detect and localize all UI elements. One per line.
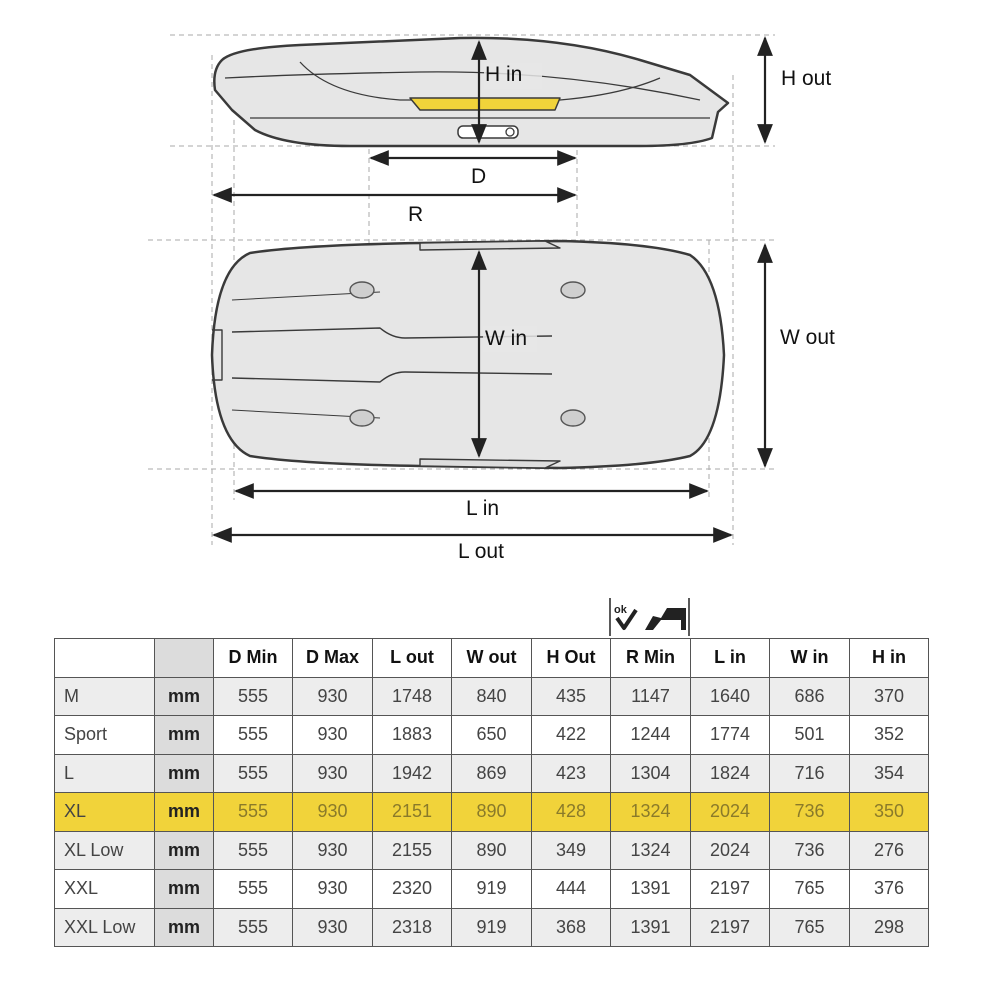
- header-cell: R Min: [611, 639, 691, 678]
- specs-table-body: [55, 677, 929, 947]
- value-cell: 1324: [611, 831, 691, 870]
- value-cell: 1304: [611, 754, 691, 793]
- value-cell: 1244: [611, 716, 691, 755]
- table-row: [55, 870, 929, 909]
- header-row: [55, 639, 929, 678]
- box-top-view: [212, 241, 724, 468]
- header-cell: W out: [452, 639, 532, 678]
- model-name-cell: XXL: [55, 870, 155, 909]
- value-cell: 555: [214, 908, 293, 947]
- value-cell: 2024: [691, 793, 770, 832]
- value-cell: 354: [850, 754, 929, 793]
- value-cell: 276: [850, 831, 929, 870]
- value-cell: 1942: [373, 754, 452, 793]
- value-cell: 736: [770, 793, 850, 832]
- value-cell: 376: [850, 870, 929, 909]
- value-cell: 2151: [373, 793, 452, 832]
- value-cell: 919: [452, 908, 532, 947]
- box-side-view: [214, 38, 728, 146]
- value-cell: 930: [293, 831, 373, 870]
- value-cell: 2318: [373, 908, 452, 947]
- value-cell: 2155: [373, 831, 452, 870]
- label-r: R: [408, 203, 424, 226]
- header-unit-corner: [155, 639, 214, 678]
- specs-table: [54, 638, 929, 947]
- value-cell: 650: [452, 716, 532, 755]
- label-l-in: L in: [466, 497, 500, 520]
- table-row: [55, 677, 929, 716]
- value-cell: 2197: [691, 870, 770, 909]
- table-row: [55, 831, 929, 870]
- value-cell: 1883: [373, 716, 452, 755]
- value-cell: 555: [214, 831, 293, 870]
- table-row: [55, 754, 929, 793]
- value-cell: 1391: [611, 908, 691, 947]
- value-cell: 919: [452, 870, 532, 909]
- model-name-cell: XXL Low: [55, 908, 155, 947]
- header-cell: H in: [850, 639, 929, 678]
- value-cell: 1774: [691, 716, 770, 755]
- table-row: [55, 793, 929, 832]
- value-cell: 2024: [691, 831, 770, 870]
- label-w-in: W in: [485, 327, 527, 350]
- table-row: [55, 908, 929, 947]
- value-cell: 435: [532, 677, 611, 716]
- value-cell: 555: [214, 716, 293, 755]
- label-l-out: L out: [458, 540, 504, 563]
- value-cell: 1640: [691, 677, 770, 716]
- value-cell: 716: [770, 754, 850, 793]
- value-cell: 555: [214, 870, 293, 909]
- value-cell: 765: [770, 870, 850, 909]
- model-name-cell: L: [55, 754, 155, 793]
- table-row: [55, 716, 929, 755]
- value-cell: 930: [293, 754, 373, 793]
- value-cell: 1391: [611, 870, 691, 909]
- value-cell: 298: [850, 908, 929, 947]
- value-cell: 930: [293, 793, 373, 832]
- ok-icon-text: ok: [614, 604, 627, 616]
- unit-cell: mm: [155, 677, 214, 716]
- unit-cell: mm: [155, 716, 214, 755]
- model-name-cell: M: [55, 677, 155, 716]
- model-name-cell: Sport: [55, 716, 155, 755]
- value-cell: 840: [452, 677, 532, 716]
- ok-opening-icon: [609, 598, 691, 636]
- value-cell: 736: [770, 831, 850, 870]
- value-cell: 1748: [373, 677, 452, 716]
- header-corner: [55, 639, 155, 678]
- value-cell: 555: [214, 793, 293, 832]
- value-cell: 350: [850, 793, 929, 832]
- value-cell: 890: [452, 793, 532, 832]
- label-h-in: H in: [485, 63, 523, 86]
- value-cell: 555: [214, 677, 293, 716]
- header-cell: D Min: [214, 639, 293, 678]
- unit-cell: mm: [155, 793, 214, 832]
- value-cell: 368: [532, 908, 611, 947]
- value-cell: 555: [214, 754, 293, 793]
- value-cell: 890: [452, 831, 532, 870]
- unit-cell: mm: [155, 754, 214, 793]
- value-cell: 2320: [373, 870, 452, 909]
- value-cell: 370: [850, 677, 929, 716]
- header-cell: L in: [691, 639, 770, 678]
- value-cell: 428: [532, 793, 611, 832]
- model-name-cell: XL Low: [55, 831, 155, 870]
- header-cell: L out: [373, 639, 452, 678]
- value-cell: 422: [532, 716, 611, 755]
- value-cell: 1147: [611, 677, 691, 716]
- value-cell: 1824: [691, 754, 770, 793]
- value-cell: 423: [532, 754, 611, 793]
- value-cell: 686: [770, 677, 850, 716]
- value-cell: 869: [452, 754, 532, 793]
- header-cell: D Max: [293, 639, 373, 678]
- unit-cell: mm: [155, 831, 214, 870]
- unit-cell: mm: [155, 870, 214, 909]
- value-cell: 444: [532, 870, 611, 909]
- value-cell: 349: [532, 831, 611, 870]
- value-cell: 1324: [611, 793, 691, 832]
- value-cell: 930: [293, 870, 373, 909]
- unit-cell: mm: [155, 908, 214, 947]
- value-cell: 2197: [691, 908, 770, 947]
- value-cell: 930: [293, 716, 373, 755]
- model-name-cell: XL: [55, 793, 155, 832]
- label-d: D: [471, 165, 487, 188]
- value-cell: 765: [770, 908, 850, 947]
- header-cell: H Out: [532, 639, 611, 678]
- value-cell: 501: [770, 716, 850, 755]
- value-cell: 352: [850, 716, 929, 755]
- value-cell: 930: [293, 677, 373, 716]
- label-w-out: W out: [780, 326, 835, 349]
- value-cell: 930: [293, 908, 373, 947]
- header-cell: W in: [770, 639, 850, 678]
- label-h-out: H out: [781, 67, 832, 90]
